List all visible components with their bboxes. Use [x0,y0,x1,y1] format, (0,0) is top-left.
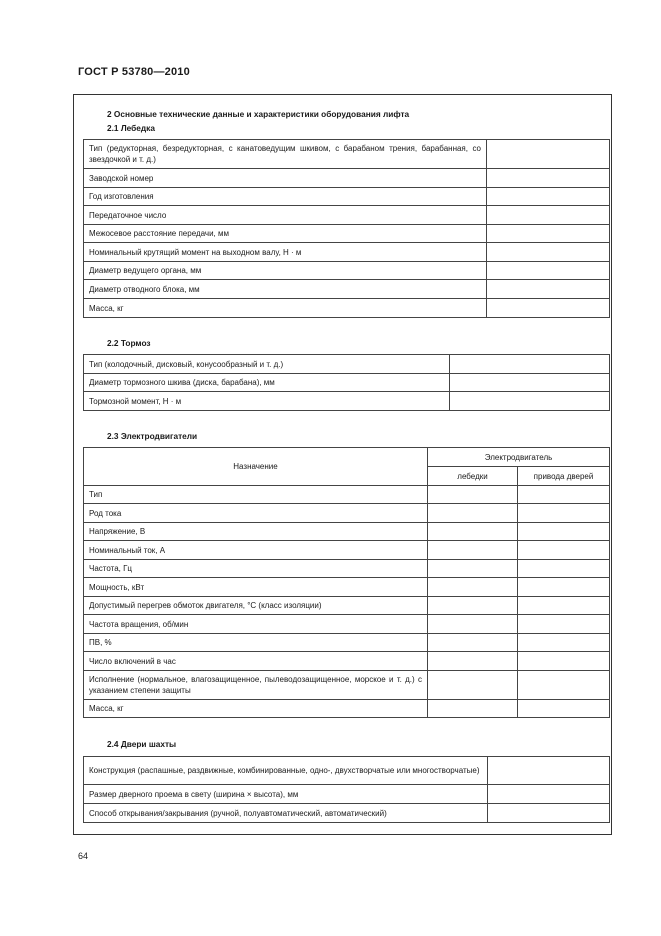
value-cell[interactable] [488,757,610,785]
value-cell[interactable] [518,504,610,523]
table-row [84,671,610,700]
section-title: 2 Основные технические данные и характеристики оборудования лифта [107,109,410,119]
value-cell[interactable] [488,785,610,804]
value-cell[interactable] [428,523,518,541]
value-cell[interactable] [518,486,610,504]
value-cell[interactable] [450,392,610,411]
column-header-winch: лебедки [428,467,518,486]
doors-table [83,756,610,823]
row-label: Конструкция (распашные, раздвижные, комбинированные, одно-, двухстворчатые или многостворчатые) [84,757,488,785]
row-label: Допустимый перегрев обмоток двигателя, °С (класс изоляции) [84,597,428,615]
column-header-purpose: Назначение [84,448,428,486]
value-cell[interactable] [428,560,518,578]
row-label: Тип (редукторная, безредукторная, с канатоведущим шкивом, с барабаном трения, барабанная, со звездочкой и т. д.) [84,140,487,169]
row-label: Масса, кг [84,700,428,718]
table-row [84,804,610,823]
value-cell[interactable] [487,243,610,262]
table-header-row [84,448,610,467]
value-cell[interactable] [428,504,518,523]
table-row [84,597,610,615]
row-label: Исполнение (нормальное, влагозащищенное, пылеводозащищенное, морское и т. д.) с указанием степени защиты [84,671,428,700]
column-header-motor: Электродвигатель [428,448,610,467]
table-row [84,757,610,785]
value-cell[interactable] [428,578,518,597]
table-row [84,299,610,318]
doors-heading: 2.4 Двери шахты [107,739,177,749]
row-label: Диаметр отводного блока, мм [84,280,487,299]
table-row [84,523,610,541]
row-label: ПВ, % [84,634,428,652]
table-row [84,262,610,280]
row-label: Межосевое расстояние передачи, мм [84,225,487,243]
motors-table [83,447,610,718]
table-row [84,652,610,671]
value-cell[interactable] [518,541,610,560]
value-cell[interactable] [518,671,610,700]
table-row [84,785,610,804]
value-cell[interactable] [518,578,610,597]
row-label: Тип (колодочный, дисковый, конусообразный и т. д.) [84,355,450,374]
value-cell[interactable] [518,597,610,615]
winch-table [83,139,610,318]
table-row [84,188,610,206]
row-label: Диаметр тормозного шкива (диска, барабана), мм [84,374,450,392]
value-cell[interactable] [518,634,610,652]
value-cell[interactable] [428,615,518,634]
row-label: Тип [84,486,428,504]
value-cell[interactable] [518,700,610,718]
table-row [84,615,610,634]
document-standard-header: ГОСТ Р 53780—2010 [78,66,190,78]
table-row [84,374,610,392]
value-cell[interactable] [487,262,610,280]
value-cell[interactable] [487,169,610,188]
row-label: Число включений в час [84,652,428,671]
column-header-door-drive: привода дверей [518,467,610,486]
value-cell[interactable] [518,652,610,671]
table-row [84,560,610,578]
value-cell[interactable] [428,671,518,700]
row-label: Мощность, кВт [84,578,428,597]
winch-heading: 2.1 Лебедка [107,123,155,133]
table-row [84,634,610,652]
row-label: Тормозной момент, Н · м [84,392,450,411]
table-row [84,578,610,597]
value-cell[interactable] [428,652,518,671]
value-cell[interactable] [428,486,518,504]
value-cell[interactable] [487,280,610,299]
value-cell[interactable] [487,188,610,206]
row-label: Номинальный крутящий момент на выходном валу, Н · м [84,243,487,262]
value-cell[interactable] [428,700,518,718]
value-cell[interactable] [450,355,610,374]
row-label: Передаточное число [84,206,487,225]
value-cell[interactable] [487,225,610,243]
row-label: Заводской номер [84,169,487,188]
value-cell[interactable] [428,597,518,615]
value-cell[interactable] [487,206,610,225]
page-number: 64 [78,851,89,861]
row-label: Способ открывания/закрывания (ручной, полуавтоматический, автоматический) [84,804,488,823]
value-cell[interactable] [518,615,610,634]
row-label: Частота, Гц [84,560,428,578]
value-cell[interactable] [428,634,518,652]
table-row [84,243,610,262]
value-cell[interactable] [428,541,518,560]
value-cell[interactable] [450,374,610,392]
table-row [84,504,610,523]
motors-heading: 2.3 Электродвигатели [107,431,198,441]
row-label: Диаметр ведущего органа, мм [84,262,487,280]
table-row [84,169,610,188]
table-row [84,700,610,718]
row-label: Напряжение, В [84,523,428,541]
table-row [84,280,610,299]
brake-table [83,354,610,411]
row-label: Год изготовления [84,188,487,206]
row-label: Масса, кг [84,299,487,318]
row-label: Размер дверного проема в свету (ширина × высота), мм [84,785,488,804]
row-label: Номинальный ток, А [84,541,428,560]
brake-heading: 2.2 Тормоз [107,338,151,348]
table-row [84,392,610,411]
table-row [84,225,610,243]
table-row [84,140,610,169]
table-row [84,206,610,225]
value-cell[interactable] [487,299,610,318]
value-cell[interactable] [488,804,610,823]
table-row [84,355,610,374]
value-cell[interactable] [518,560,610,578]
row-label: Род тока [84,504,428,523]
value-cell[interactable] [518,523,610,541]
table-row [84,541,610,560]
row-label: Частота вращения, об/мин [84,615,428,634]
table-row [84,486,610,504]
value-cell[interactable] [487,140,610,169]
